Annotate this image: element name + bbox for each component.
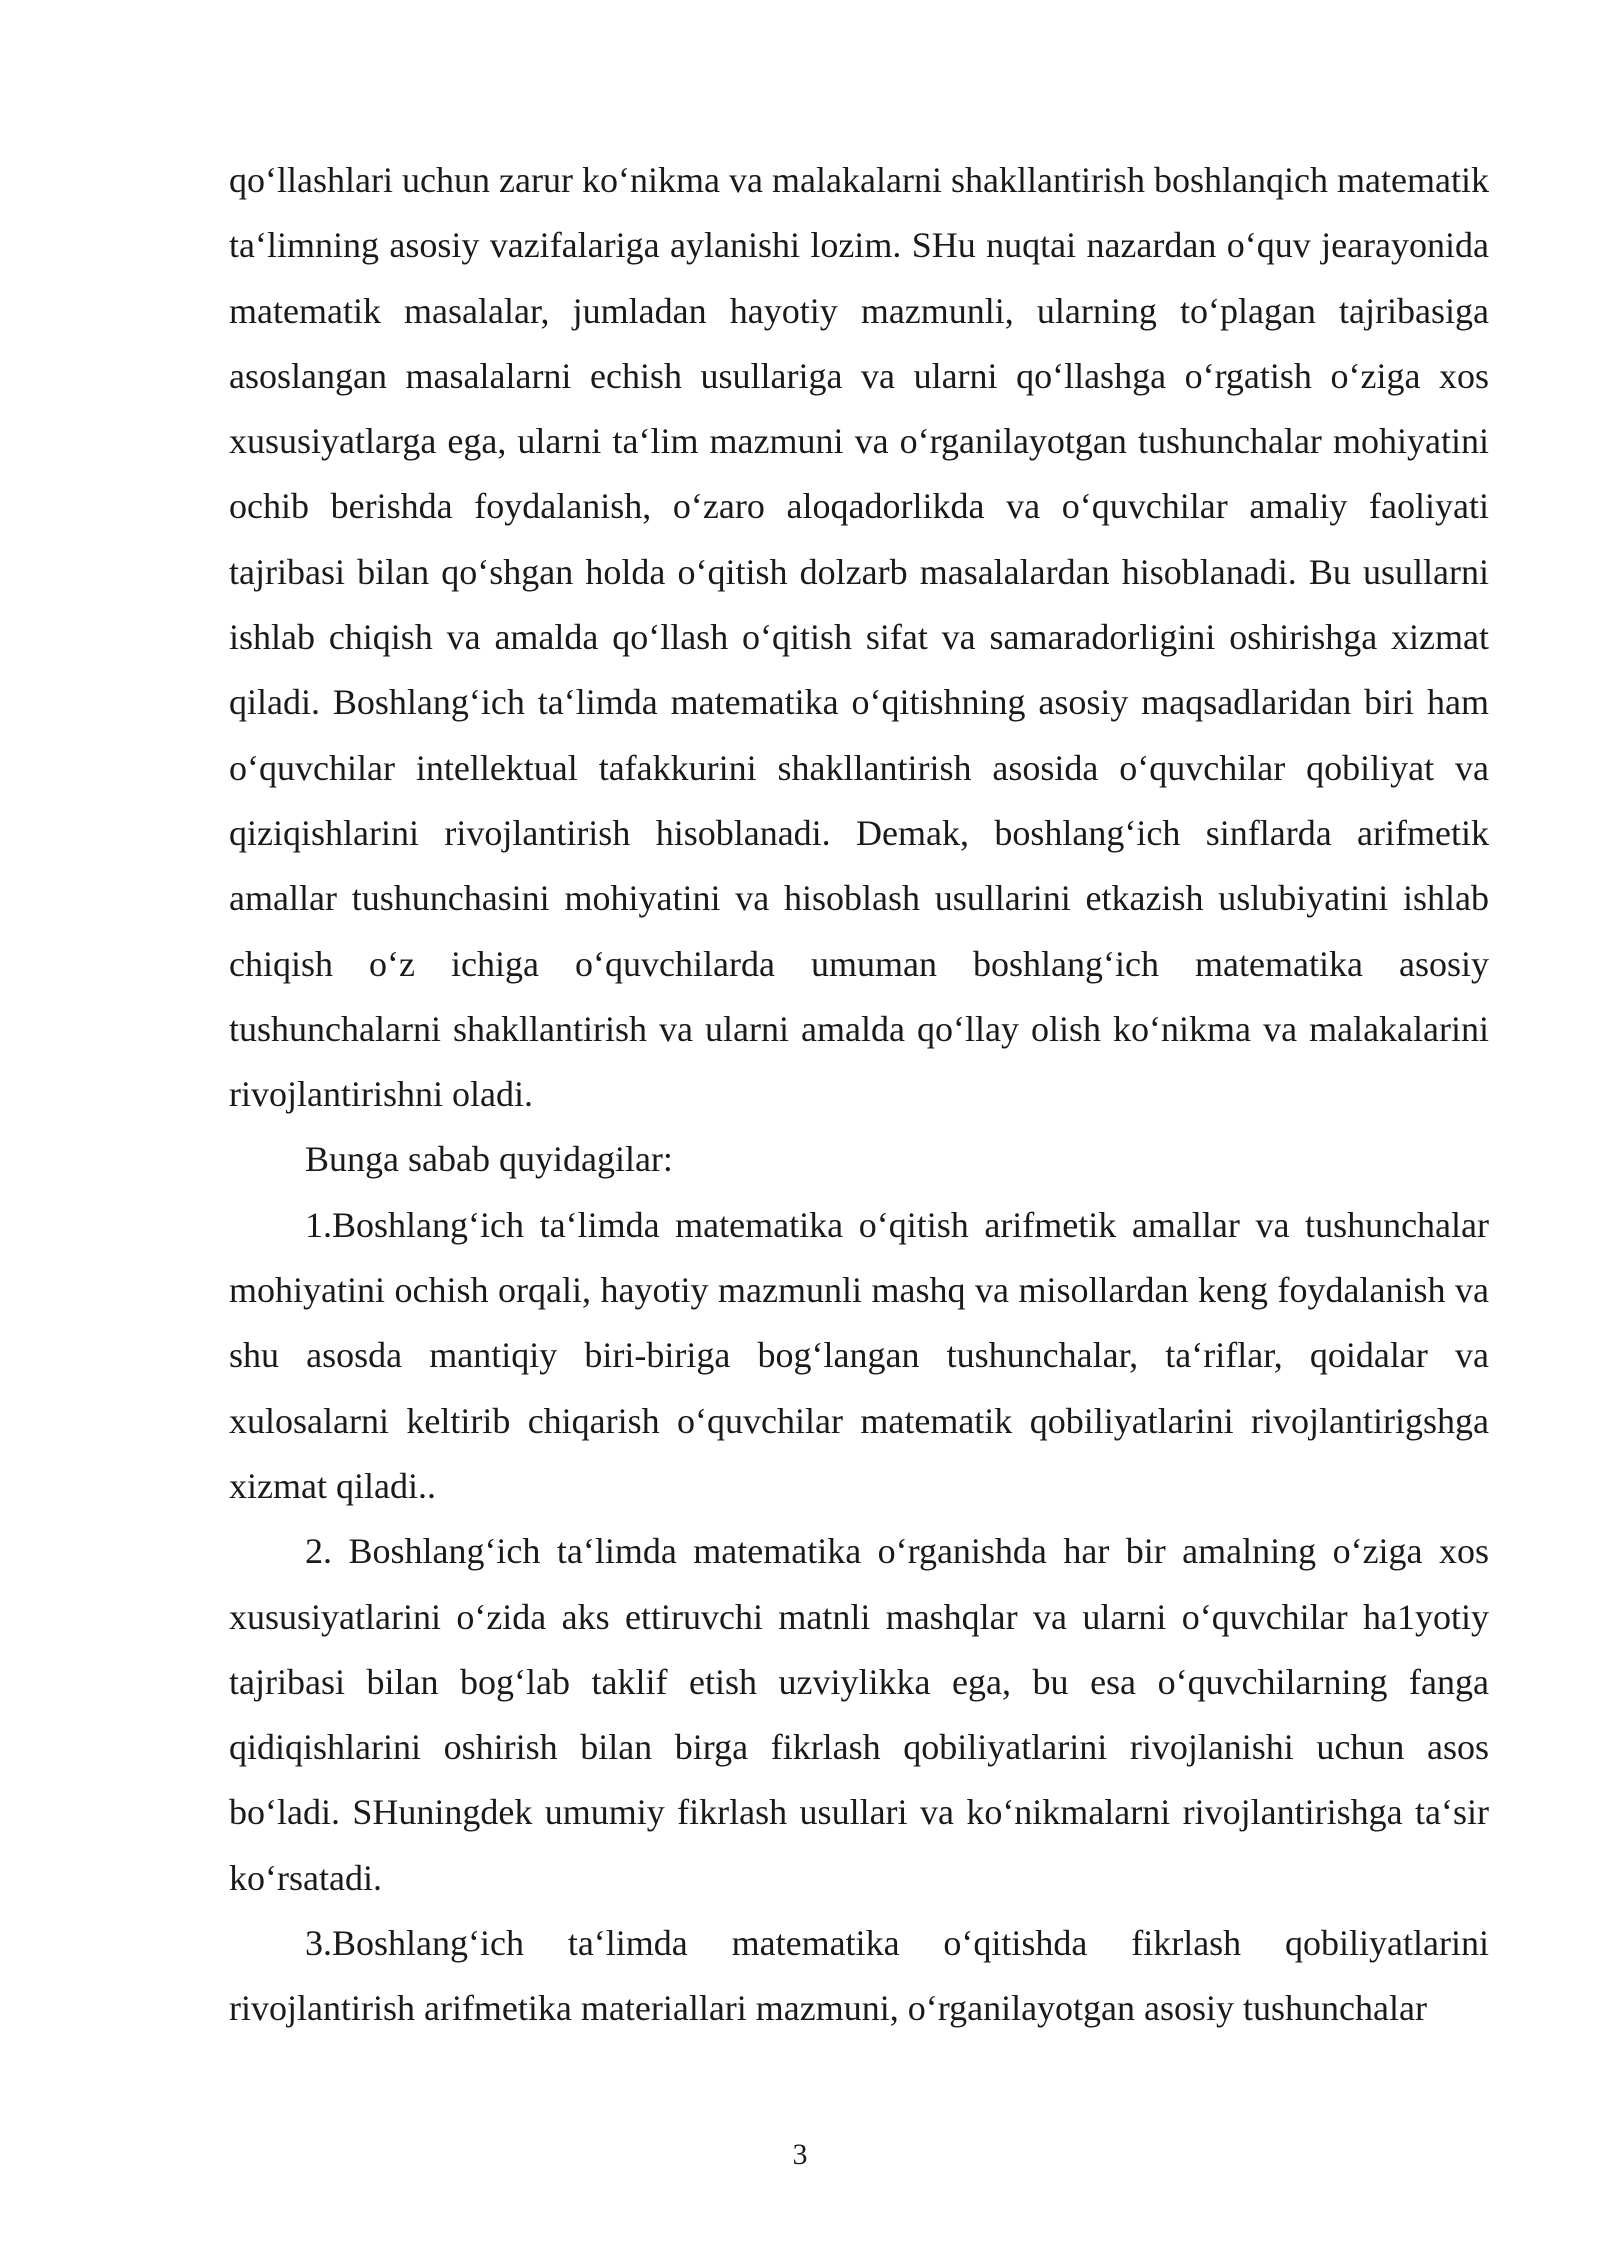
body-text: [229, 148, 1489, 2042]
paragraph-reasons-intro: Bunga sabab quyidagilar:: [305, 1139, 673, 1180]
page-number: 3: [792, 2138, 808, 2171]
paragraph-reason-3: 3.Boshlang‘ich ta‘limda matematika o‘qitishda fikrlash qobiliyatlarini rivojlantirish arifmetika materiallari mazmuni, o‘rganilayotgan asosiy tushunchalar: [229, 1923, 1489, 2029]
paragraph-reason-2: 2. Boshlang‘ich ta‘limda matematika o‘rganishda har bir amalning o‘ziga xos xususiyatlarini o‘zida aks ettiruvchi matnli mashqlar va ularni o‘quvchilar ha1yotiy tajribasi bilan bog‘lab taklif etish uzviylikka ega, bu esa o‘quvchilarning fanga qidiqishlarini oshirish bilan birga fikrlash qobiliyatlarini rivojlanishi uchun asos bo‘ladi. SHuningdek umumiy fikrlash usullari va ko‘nikmalarni rivojlantirishga ta‘sir ko‘rsatadi.: [229, 1531, 1489, 1898]
paragraph-continuation: qo‘llashlari uchun zarur ko‘nikma va malakalarni shakllantirish boshlanqich matematik ta‘limning asosiy vazifalariga aylanishi lozim. SHu nuqtai nazardan o‘quv jearayonida matematik masalalar, jumladan hayotiy mazmunli, ularning to‘plagan tajribasiga asoslangan masalalarni echish usullariga va ularni qo‘llashga o‘rgatish o‘ziga xos xususiyatlarga ega, ularni ta‘lim mazmuni va o‘rganilayotgan tushunchalar mohiyatini ochib berishda foydalanish, o‘zaro aloqadorlikda va o‘quvchilar amaliy faoliyati tajribasi bilan qo‘shgan holda o‘qitish dolzarb masalalardan hisoblanadi. Bu usullarni ishlab chiqish va amalda qo‘llash o‘qitish sifat va samaradorligini oshirishga xizmat qiladi. Boshlang‘ich ta‘limda matematika o‘qitishning asosiy maqsadlaridan biri ham o‘quvchilar intellektual tafakkurini shakllantirish asosida o‘quvchilar qobiliyat va qiziqishlarini rivojlantirish hisoblanadi. Demak, boshlang‘ich sinflarda arifmetik amallar tushunchasini mohiyatini va hisoblash usullarini etkazish uslubiyatini ishlab chiqish o‘z ichiga o‘quvchilarda umuman boshlang‘ich matematika asosiy tushunchalarni shakllantirish va ularni amalda qo‘llay olish ko‘nikma va malakalarini rivojlantirishni oladi.: [229, 160, 1489, 1115]
paragraph-reason-1: 1.Boshlang‘ich ta‘limda matematika o‘qitish arifmetik amallar va tushunchalar mohiyatini ochish orqali, hayotiy mazmunli mashq va misollardan keng foydalanish va shu asosda mantiqiy biri-biriga bog‘langan tushunchalar, ta‘riflar, qoidalar va xulosalarni keltirib chiqarish o‘quvchilar matematik qobiliyatlarini rivojlantirigshga xizmat qiladi..: [229, 1204, 1489, 1506]
